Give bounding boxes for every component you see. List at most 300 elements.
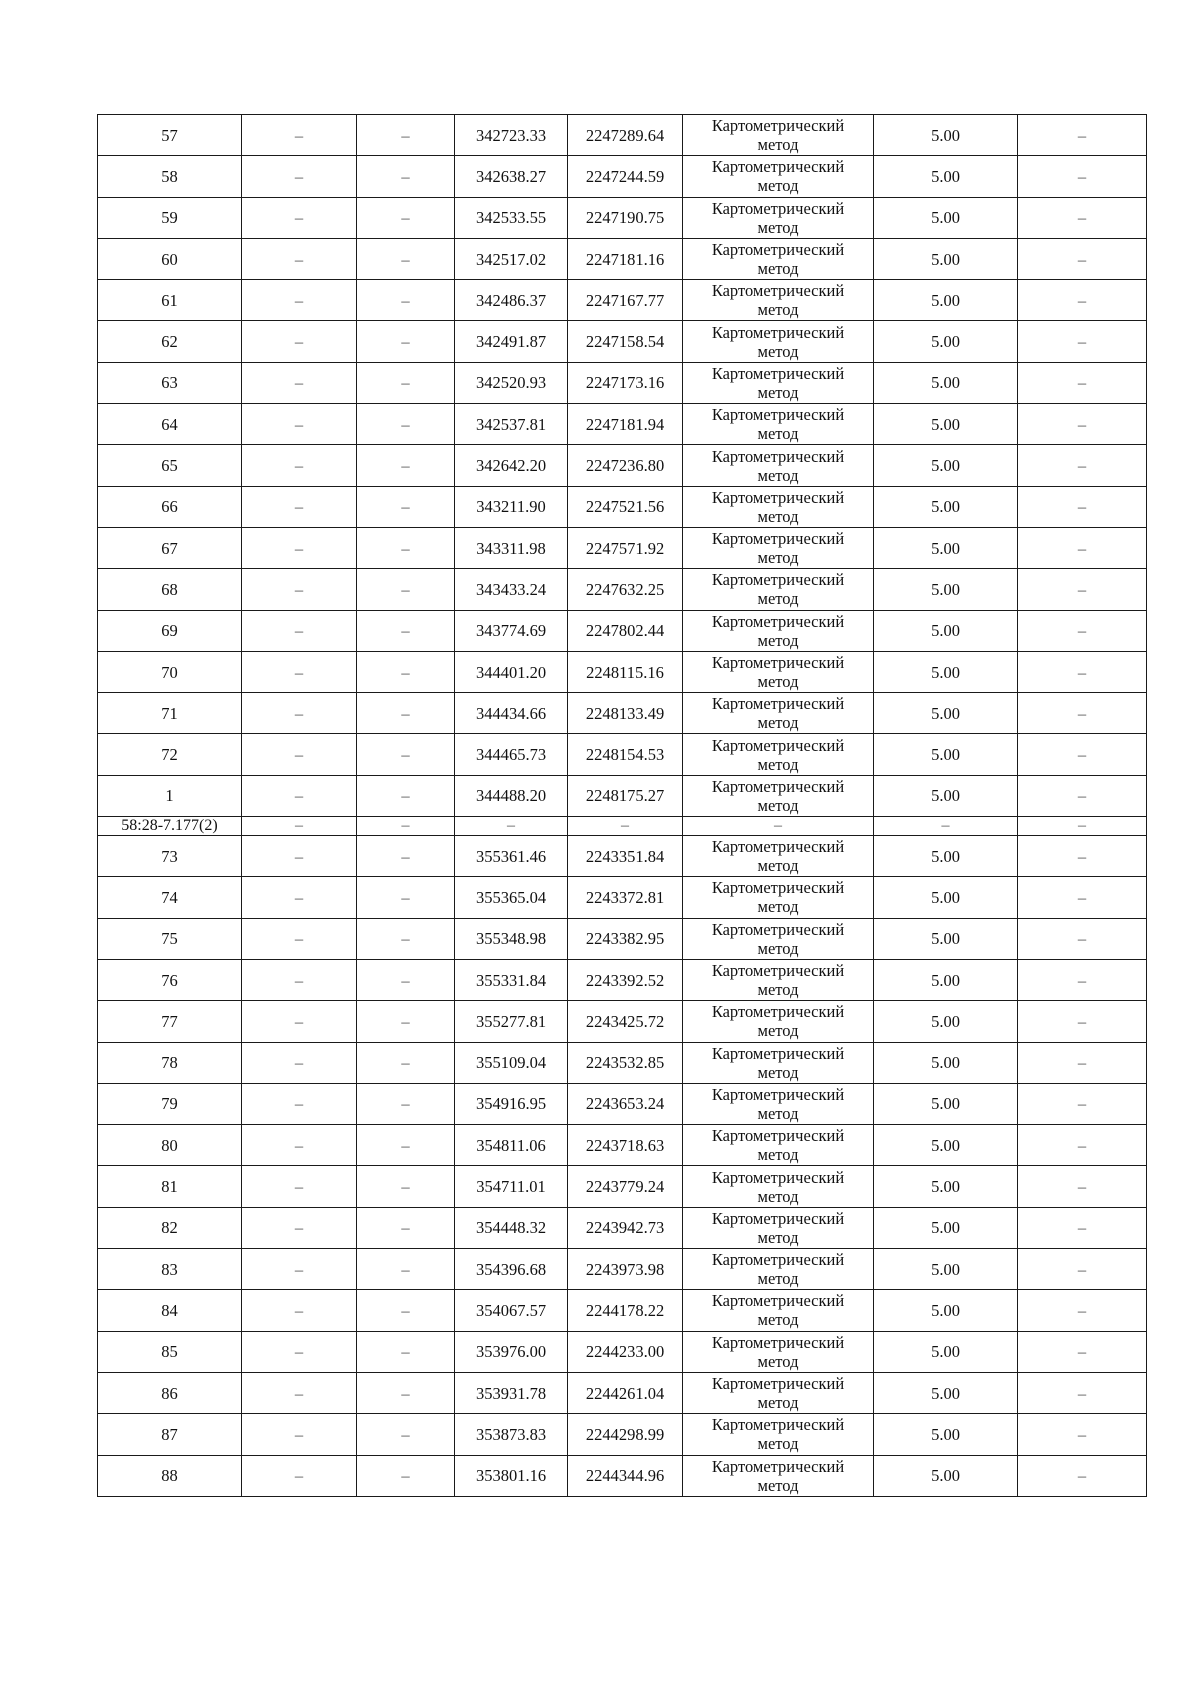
- x-coordinate-cell: 342638.27: [455, 156, 568, 197]
- dash-cell: –: [874, 817, 1018, 836]
- y-coordinate-cell: 2244178.22: [568, 1290, 683, 1331]
- table-row: [98, 486, 1147, 527]
- point-number-cell: 81: [98, 1166, 242, 1207]
- x-coordinate-cell: 354396.68: [455, 1249, 568, 1290]
- dash-cell: –: [242, 775, 357, 816]
- method-cell: [683, 1001, 874, 1042]
- x-coordinate-cell: 344488.20: [455, 775, 568, 816]
- y-coordinate-cell: 2247521.56: [568, 486, 683, 527]
- accuracy-cell: 5.00: [874, 836, 1018, 877]
- method-line-1: Картометрический: [711, 405, 845, 425]
- dash-cell: –: [357, 959, 455, 1000]
- accuracy-cell: 5.00: [874, 156, 1018, 197]
- method-cell: [683, 197, 874, 238]
- x-coordinate-cell: 353976.00: [455, 1331, 568, 1372]
- dash-cell: –: [242, 877, 357, 918]
- x-coordinate-cell: 354448.32: [455, 1207, 568, 1248]
- dash-cell: –: [357, 197, 455, 238]
- y-coordinate-cell: 2247632.25: [568, 569, 683, 610]
- point-number-cell: 84: [98, 1290, 242, 1331]
- x-coordinate-cell: 342642.20: [455, 445, 568, 486]
- dash-cell: –: [242, 362, 357, 403]
- point-number-cell: 83: [98, 1249, 242, 1290]
- method-line-2: метод: [757, 713, 799, 733]
- y-coordinate-cell: 2243382.95: [568, 918, 683, 959]
- method-line-2: метод: [757, 506, 799, 526]
- x-coordinate-cell: 343774.69: [455, 610, 568, 651]
- point-number-cell: 78: [98, 1042, 242, 1083]
- table-row: [98, 775, 1147, 816]
- coordinates-table: [97, 114, 1147, 1497]
- method-line-1: Картометрический: [711, 1291, 845, 1311]
- method-line-1: Картометрический: [711, 1332, 845, 1352]
- x-coordinate-cell: 342533.55: [455, 197, 568, 238]
- dash-cell: –: [242, 959, 357, 1000]
- accuracy-cell: 5.00: [874, 1455, 1018, 1496]
- method-cell: [683, 693, 874, 734]
- table-row: [98, 1125, 1147, 1166]
- dash-cell: –: [1018, 734, 1147, 775]
- x-coordinate-cell: 353931.78: [455, 1372, 568, 1413]
- point-number-cell: 57: [98, 115, 242, 156]
- accuracy-cell: 5.00: [874, 918, 1018, 959]
- method-line-2: метод: [757, 856, 799, 876]
- method-line-1: Картометрический: [711, 1415, 845, 1435]
- method-line-1: Картометрический: [711, 919, 845, 939]
- table-row: [98, 362, 1147, 403]
- y-coordinate-cell: 2247289.64: [568, 115, 683, 156]
- table-row: [98, 1455, 1147, 1496]
- dash-cell: –: [1018, 651, 1147, 692]
- method-cell: [683, 1372, 874, 1413]
- dash-cell: –: [242, 156, 357, 197]
- dash-cell: –: [242, 1207, 357, 1248]
- table-row: [98, 959, 1147, 1000]
- dash-cell: –: [242, 1001, 357, 1042]
- method-cell: [683, 918, 874, 959]
- y-coordinate-cell: 2247181.16: [568, 238, 683, 279]
- dash-cell: –: [242, 1249, 357, 1290]
- accuracy-cell: 5.00: [874, 1290, 1018, 1331]
- x-coordinate-cell: 343311.98: [455, 527, 568, 568]
- method-line-1: Картометрический: [711, 1043, 845, 1063]
- dash-cell: –: [357, 569, 455, 610]
- dash-cell: –: [242, 1125, 357, 1166]
- method-cell: [683, 486, 874, 527]
- method-line-1: Картометрический: [711, 776, 845, 796]
- table-row: [98, 1166, 1147, 1207]
- method-line-1: Картометрический: [711, 570, 845, 590]
- table-row: [98, 1414, 1147, 1455]
- method-cell: [683, 1125, 874, 1166]
- dash-cell: –: [1018, 527, 1147, 568]
- method-line-2: метод: [757, 754, 799, 774]
- method-cell: [683, 1166, 874, 1207]
- dash-cell: –: [1018, 1125, 1147, 1166]
- x-coordinate-cell: 342491.87: [455, 321, 568, 362]
- dash-cell: –: [1018, 610, 1147, 651]
- point-number-cell: 67: [98, 527, 242, 568]
- table-row: [98, 1001, 1147, 1042]
- x-coordinate-cell: 355361.46: [455, 836, 568, 877]
- table-row: [98, 1083, 1147, 1124]
- y-coordinate-cell: 2243392.52: [568, 959, 683, 1000]
- dash-cell: –: [357, 1125, 455, 1166]
- x-coordinate-cell: 342517.02: [455, 238, 568, 279]
- table-row: [98, 610, 1147, 651]
- table-row: [98, 569, 1147, 610]
- x-coordinate-cell: 355365.04: [455, 877, 568, 918]
- dash-cell: –: [357, 1331, 455, 1372]
- y-coordinate-cell: 2243973.98: [568, 1249, 683, 1290]
- dash-cell: –: [357, 1083, 455, 1124]
- method-cell: [683, 280, 874, 321]
- dash-cell: –: [242, 817, 357, 836]
- method-cell: [683, 1083, 874, 1124]
- method-line-2: метод: [757, 589, 799, 609]
- method-line-2: метод: [757, 176, 799, 196]
- table-row: [98, 918, 1147, 959]
- dash-cell: –: [242, 734, 357, 775]
- method-cell: [683, 156, 874, 197]
- point-number-cell: 60: [98, 238, 242, 279]
- y-coordinate-cell: 2248133.49: [568, 693, 683, 734]
- dash-cell: –: [1018, 404, 1147, 445]
- method-cell: [683, 238, 874, 279]
- y-coordinate-cell: 2247190.75: [568, 197, 683, 238]
- dash-cell: –: [242, 321, 357, 362]
- x-coordinate-cell: 344434.66: [455, 693, 568, 734]
- dash-cell: –: [1018, 1166, 1147, 1207]
- point-number-cell: 85: [98, 1331, 242, 1372]
- accuracy-cell: 5.00: [874, 280, 1018, 321]
- dash-cell: –: [1018, 156, 1147, 197]
- method-cell: [683, 877, 874, 918]
- x-coordinate-cell: 353873.83: [455, 1414, 568, 1455]
- method-line-2: метод: [757, 1351, 799, 1371]
- table-row: [98, 1249, 1147, 1290]
- method-line-2: метод: [757, 217, 799, 237]
- accuracy-cell: 5.00: [874, 321, 1018, 362]
- dash-cell: –: [242, 651, 357, 692]
- dash-cell: –: [357, 651, 455, 692]
- table-row: [98, 836, 1147, 877]
- point-number-cell: 86: [98, 1372, 242, 1413]
- table-row: [98, 527, 1147, 568]
- dash-cell: –: [242, 610, 357, 651]
- dash-cell: –: [683, 817, 874, 836]
- dash-cell: –: [1018, 1372, 1147, 1413]
- dash-cell: –: [242, 1331, 357, 1372]
- x-coordinate-cell: 342723.33: [455, 115, 568, 156]
- y-coordinate-cell: 2244261.04: [568, 1372, 683, 1413]
- point-number-cell: 82: [98, 1207, 242, 1248]
- accuracy-cell: 5.00: [874, 1249, 1018, 1290]
- dash-cell: –: [357, 156, 455, 197]
- method-line-1: Картометрический: [711, 653, 845, 672]
- dash-cell: –: [1018, 280, 1147, 321]
- method-line-2: метод: [757, 424, 799, 444]
- method-cell: [683, 445, 874, 486]
- method-cell: [683, 362, 874, 403]
- x-coordinate-cell: 355348.98: [455, 918, 568, 959]
- dash-cell: –: [242, 197, 357, 238]
- accuracy-cell: 5.00: [874, 1166, 1018, 1207]
- accuracy-cell: 5.00: [874, 1414, 1018, 1455]
- point-number-cell: 69: [98, 610, 242, 651]
- y-coordinate-cell: 2243351.84: [568, 836, 683, 877]
- dash-cell: –: [357, 280, 455, 321]
- dash-cell: –: [1018, 362, 1147, 403]
- point-number-cell: 58: [98, 156, 242, 197]
- dash-cell: –: [1018, 877, 1147, 918]
- dash-cell: –: [1018, 115, 1147, 156]
- dash-cell: –: [242, 1083, 357, 1124]
- method-line-2: метод: [757, 341, 799, 361]
- method-line-2: метод: [757, 1310, 799, 1330]
- dash-cell: –: [1018, 817, 1147, 836]
- dash-cell: –: [568, 817, 683, 836]
- y-coordinate-cell: 2243718.63: [568, 1125, 683, 1166]
- y-coordinate-cell: 2248115.16: [568, 651, 683, 692]
- method-cell: [683, 1249, 874, 1290]
- dash-cell: –: [1018, 1001, 1147, 1042]
- y-coordinate-cell: 2248154.53: [568, 734, 683, 775]
- dash-cell: –: [1018, 197, 1147, 238]
- table-row: [98, 1372, 1147, 1413]
- accuracy-cell: 5.00: [874, 486, 1018, 527]
- dash-cell: –: [357, 836, 455, 877]
- table-row: [98, 1331, 1147, 1372]
- dash-cell: –: [242, 918, 357, 959]
- table-row: [98, 156, 1147, 197]
- accuracy-cell: 5.00: [874, 734, 1018, 775]
- dash-cell: –: [242, 836, 357, 877]
- dash-cell: –: [1018, 1249, 1147, 1290]
- dash-cell: –: [242, 569, 357, 610]
- y-coordinate-cell: 2247802.44: [568, 610, 683, 651]
- method-cell: [683, 569, 874, 610]
- method-line-1: Картометрический: [711, 878, 845, 898]
- dash-cell: –: [242, 486, 357, 527]
- method-line-1: Картометрический: [711, 611, 845, 631]
- dash-cell: –: [1018, 445, 1147, 486]
- method-line-2: метод: [757, 1393, 799, 1413]
- dash-cell: –: [357, 734, 455, 775]
- method-line-2: метод: [757, 300, 799, 320]
- dash-cell: –: [357, 693, 455, 734]
- table-row: [98, 1207, 1147, 1248]
- x-coordinate-cell: 344465.73: [455, 734, 568, 775]
- accuracy-cell: 5.00: [874, 1372, 1018, 1413]
- method-cell: [683, 1455, 874, 1496]
- dash-cell: –: [357, 362, 455, 403]
- point-number-cell: 72: [98, 734, 242, 775]
- dash-cell: –: [455, 817, 568, 836]
- section-label-cell: 58:28-7.177(2): [98, 817, 242, 836]
- x-coordinate-cell: 355331.84: [455, 959, 568, 1000]
- dash-cell: –: [357, 1290, 455, 1331]
- table-row: [98, 197, 1147, 238]
- y-coordinate-cell: 2247236.80: [568, 445, 683, 486]
- table-row: [98, 693, 1147, 734]
- dash-cell: –: [242, 1290, 357, 1331]
- method-line-1: Картометрический: [711, 157, 845, 177]
- dash-cell: –: [357, 918, 455, 959]
- accuracy-cell: 5.00: [874, 959, 1018, 1000]
- method-line-2: метод: [757, 1186, 799, 1206]
- table-row: [98, 115, 1147, 156]
- method-line-1: Картометрический: [711, 281, 845, 301]
- accuracy-cell: 5.00: [874, 1331, 1018, 1372]
- x-coordinate-cell: 343433.24: [455, 569, 568, 610]
- accuracy-cell: 5.00: [874, 1207, 1018, 1248]
- accuracy-cell: 5.00: [874, 362, 1018, 403]
- dash-cell: –: [357, 527, 455, 568]
- point-number-cell: 88: [98, 1455, 242, 1496]
- dash-cell: –: [357, 1207, 455, 1248]
- dash-cell: –: [357, 1166, 455, 1207]
- method-line-1: Картометрический: [711, 1374, 845, 1394]
- accuracy-cell: 5.00: [874, 197, 1018, 238]
- x-coordinate-cell: 354811.06: [455, 1125, 568, 1166]
- table-row: [98, 445, 1147, 486]
- point-number-cell: 66: [98, 486, 242, 527]
- y-coordinate-cell: 2247158.54: [568, 321, 683, 362]
- dash-cell: –: [242, 445, 357, 486]
- dash-cell: –: [357, 486, 455, 527]
- dash-cell: –: [357, 610, 455, 651]
- dash-cell: –: [1018, 321, 1147, 362]
- dash-cell: –: [357, 238, 455, 279]
- point-number-cell: 77: [98, 1001, 242, 1042]
- accuracy-cell: 5.00: [874, 238, 1018, 279]
- table-row: [98, 280, 1147, 321]
- method-cell: [683, 775, 874, 816]
- dash-cell: –: [357, 817, 455, 836]
- point-number-cell: 74: [98, 877, 242, 918]
- method-line-1: Картометрический: [711, 198, 845, 218]
- dash-cell: –: [357, 1249, 455, 1290]
- dash-cell: –: [242, 1372, 357, 1413]
- method-line-2: метод: [757, 382, 799, 402]
- method-cell: [683, 734, 874, 775]
- accuracy-cell: 5.00: [874, 404, 1018, 445]
- method-cell: [683, 115, 874, 156]
- x-coordinate-cell: 342520.93: [455, 362, 568, 403]
- method-cell: [683, 1290, 874, 1331]
- method-line-1: Картометрический: [711, 961, 845, 981]
- method-line-1: Картометрический: [711, 1002, 845, 1022]
- dash-cell: –: [242, 1455, 357, 1496]
- method-line-2: метод: [757, 795, 799, 815]
- y-coordinate-cell: 2247167.77: [568, 280, 683, 321]
- point-number-cell: 70: [98, 651, 242, 692]
- accuracy-cell: 5.00: [874, 651, 1018, 692]
- dash-cell: –: [242, 693, 357, 734]
- point-number-cell: 59: [98, 197, 242, 238]
- method-line-1: Картометрический: [711, 1126, 845, 1146]
- dash-cell: –: [1018, 1083, 1147, 1124]
- method-line-2: метод: [757, 1021, 799, 1041]
- dash-cell: –: [357, 775, 455, 816]
- dash-cell: –: [357, 1042, 455, 1083]
- method-line-1: Картометрический: [711, 1084, 845, 1104]
- point-number-cell: 80: [98, 1125, 242, 1166]
- point-number-cell: 75: [98, 918, 242, 959]
- method-line-2: метод: [757, 259, 799, 279]
- dash-cell: –: [242, 280, 357, 321]
- method-line-1: Картометрический: [711, 487, 845, 507]
- accuracy-cell: 5.00: [874, 1125, 1018, 1166]
- y-coordinate-cell: 2244233.00: [568, 1331, 683, 1372]
- x-coordinate-cell: 342537.81: [455, 404, 568, 445]
- point-number-cell: 76: [98, 959, 242, 1000]
- method-cell: [683, 651, 874, 692]
- method-line-2: метод: [757, 672, 799, 691]
- method-line-2: метод: [757, 465, 799, 485]
- dash-cell: –: [357, 115, 455, 156]
- dash-cell: –: [357, 877, 455, 918]
- dash-cell: –: [1018, 1414, 1147, 1455]
- dash-cell: –: [1018, 1331, 1147, 1372]
- point-number-cell: 65: [98, 445, 242, 486]
- method-cell: [683, 1042, 874, 1083]
- accuracy-cell: 5.00: [874, 569, 1018, 610]
- table-body: [98, 115, 1147, 1497]
- dash-cell: –: [357, 321, 455, 362]
- method-cell: [683, 959, 874, 1000]
- method-line-2: метод: [757, 1227, 799, 1247]
- y-coordinate-cell: 2244344.96: [568, 1455, 683, 1496]
- dash-cell: –: [357, 1414, 455, 1455]
- dash-cell: –: [1018, 836, 1147, 877]
- point-number-cell: 62: [98, 321, 242, 362]
- method-line-2: метод: [757, 630, 799, 650]
- method-line-1: Картометрический: [711, 322, 845, 342]
- x-coordinate-cell: 343211.90: [455, 486, 568, 527]
- dash-cell: –: [242, 1042, 357, 1083]
- method-line-2: метод: [757, 1103, 799, 1123]
- method-line-1: Картометрический: [711, 735, 845, 755]
- table-row: [98, 734, 1147, 775]
- y-coordinate-cell: 2247173.16: [568, 362, 683, 403]
- accuracy-cell: 5.00: [874, 775, 1018, 816]
- accuracy-cell: 5.00: [874, 527, 1018, 568]
- x-coordinate-cell: 353801.16: [455, 1455, 568, 1496]
- accuracy-cell: 5.00: [874, 445, 1018, 486]
- point-number-cell: 1: [98, 775, 242, 816]
- method-cell: [683, 321, 874, 362]
- point-number-cell: 73: [98, 836, 242, 877]
- method-line-1: Картометрический: [711, 837, 845, 857]
- point-number-cell: 61: [98, 280, 242, 321]
- dash-cell: –: [1018, 918, 1147, 959]
- dash-cell: –: [1018, 1042, 1147, 1083]
- method-cell: [683, 1331, 874, 1372]
- method-line-1: Картометрический: [711, 1456, 845, 1476]
- method-line-2: метод: [757, 135, 799, 155]
- accuracy-cell: 5.00: [874, 877, 1018, 918]
- method-line-1: Картометрический: [711, 1167, 845, 1187]
- dash-cell: –: [1018, 1207, 1147, 1248]
- dash-cell: –: [242, 238, 357, 279]
- y-coordinate-cell: 2247181.94: [568, 404, 683, 445]
- y-coordinate-cell: 2244298.99: [568, 1414, 683, 1455]
- y-coordinate-cell: 2247571.92: [568, 527, 683, 568]
- table-row: [98, 1290, 1147, 1331]
- x-coordinate-cell: 354711.01: [455, 1166, 568, 1207]
